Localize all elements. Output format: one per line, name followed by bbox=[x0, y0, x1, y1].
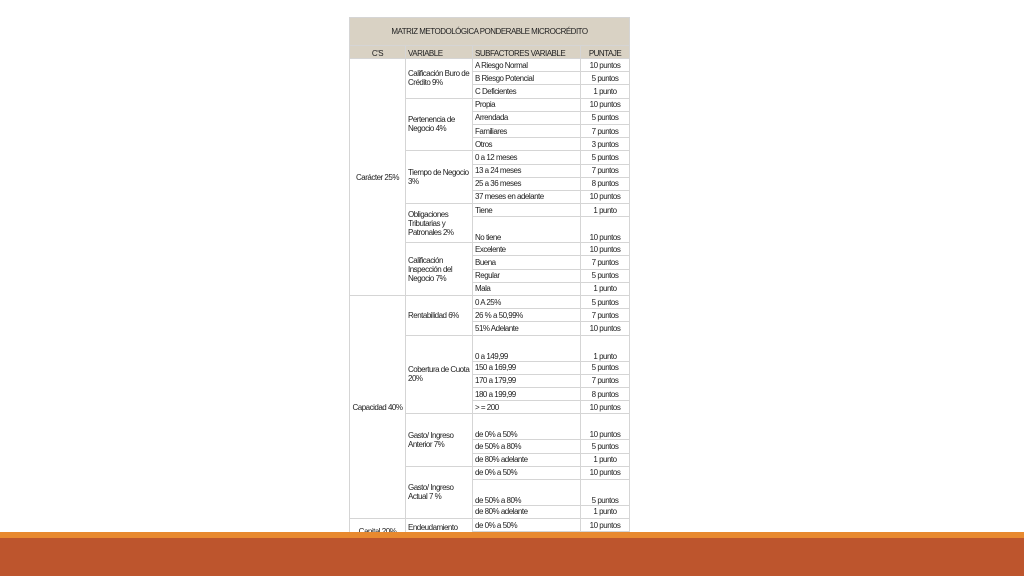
subfactor-cell: Buena bbox=[473, 256, 581, 269]
subfactor-cell: Otros bbox=[473, 138, 581, 151]
subfactor-cell: 0 A 25% bbox=[473, 296, 581, 309]
points-cell: 10 puntos bbox=[581, 59, 630, 72]
subfactor-cell: de 0% a 50% bbox=[473, 466, 581, 479]
points-cell: 5 puntos bbox=[581, 479, 630, 505]
category-cell: Carácter 25% bbox=[350, 59, 406, 296]
points-cell: 10 puntos bbox=[581, 322, 630, 335]
variable-cell: Obligaciones Tributarias y Patronales 2% bbox=[406, 204, 473, 243]
subfactor-cell: de 0% a 50% bbox=[473, 519, 581, 532]
subfactor-cell: A Riesgo Normal bbox=[473, 59, 581, 72]
variable-cell: Pertenencia de Negocio 4% bbox=[406, 98, 473, 151]
points-cell: 5 puntos bbox=[581, 361, 630, 374]
subfactor-cell: 0 a 12 meses bbox=[473, 151, 581, 164]
subfactor-cell: Mala bbox=[473, 282, 581, 295]
points-cell: 7 puntos bbox=[581, 309, 630, 322]
points-cell: 10 puntos bbox=[581, 414, 630, 440]
subfactor-cell: 37 meses en adelante bbox=[473, 190, 581, 203]
variable-cell: Endeudamiento bbox=[406, 519, 473, 545]
subfactor-cell: de 0% a 50% bbox=[473, 414, 581, 440]
subfactor-cell: 180 a 199,99 bbox=[473, 387, 581, 400]
points-cell: 10 puntos bbox=[581, 466, 630, 479]
subfactor-cell: 13 a 24 meses bbox=[473, 164, 581, 177]
points-cell: 1 punto bbox=[581, 505, 630, 518]
subfactor-cell: 26 % a 50,99% bbox=[473, 309, 581, 322]
points-cell: 7 puntos bbox=[581, 124, 630, 137]
points-cell: 5 puntos bbox=[581, 440, 630, 453]
table-row bbox=[350, 519, 630, 532]
table-row bbox=[350, 59, 630, 72]
points-cell: 10 puntos bbox=[581, 243, 630, 256]
matrix-body bbox=[350, 59, 630, 545]
points-cell: 7 puntos bbox=[581, 374, 630, 387]
points-cell: 7 puntos bbox=[581, 256, 630, 269]
points-cell: 10 puntos bbox=[581, 401, 630, 414]
subfactor-cell: de 50% a 80% bbox=[473, 440, 581, 453]
footer-band bbox=[0, 538, 1024, 576]
table-title: MATRIZ METODOLÓGICA PONDERABLE MICROCRÉDITO bbox=[350, 18, 630, 46]
variable-cell: Rentabilidad 6% bbox=[406, 296, 473, 336]
variable-cell: Calificación Inspección del Negocio 7% bbox=[406, 243, 473, 296]
points-cell: 10 puntos bbox=[581, 217, 630, 243]
subfactor-cell: de 80% adelante bbox=[473, 453, 581, 466]
variable-cell: Tiempo de Negocio 3% bbox=[406, 151, 473, 204]
subfactor-cell: 51% Adelante bbox=[473, 322, 581, 335]
header-variable: VARIABLE bbox=[406, 46, 473, 59]
subfactor-cell: Familiares bbox=[473, 124, 581, 137]
points-cell: 3 puntos bbox=[581, 138, 630, 151]
subfactor-cell: 170 a 179,99 bbox=[473, 374, 581, 387]
points-cell: 5 puntos bbox=[581, 111, 630, 124]
points-cell: 8 puntos bbox=[581, 177, 630, 190]
header-subfactores: SUBFACTORES VARIABLE bbox=[473, 46, 581, 59]
points-cell: 5 puntos bbox=[581, 269, 630, 282]
points-cell: 5 puntos bbox=[581, 151, 630, 164]
category-cell: Capacidad 40% bbox=[350, 296, 406, 519]
points-cell: 1 punto bbox=[581, 204, 630, 217]
subfactor-cell: de 50% a 80% bbox=[473, 479, 581, 505]
subfactor-cell: Excelente bbox=[473, 243, 581, 256]
subfactor-cell: Arrendada bbox=[473, 111, 581, 124]
methodology-matrix-table bbox=[349, 17, 630, 545]
header-cs: C'S bbox=[350, 46, 406, 59]
subfactor-cell: > = 200 bbox=[473, 401, 581, 414]
points-cell: 1 punto bbox=[581, 85, 630, 98]
points-cell: 7 puntos bbox=[581, 164, 630, 177]
subfactor-cell: 25 a 36 meses bbox=[473, 177, 581, 190]
points-cell: 10 puntos bbox=[581, 519, 630, 532]
points-cell: 10 puntos bbox=[581, 98, 630, 111]
variable-cell: Calificación Buro de Crédito 9% bbox=[406, 59, 473, 99]
points-cell: 1 punto bbox=[581, 282, 630, 295]
points-cell: 8 puntos bbox=[581, 387, 630, 400]
points-cell: 5 puntos bbox=[581, 296, 630, 309]
subfactor-cell: Regular bbox=[473, 269, 581, 282]
subfactor-cell: 150 a 169,99 bbox=[473, 361, 581, 374]
variable-cell: Cobertura de Cuota 20% bbox=[406, 335, 473, 414]
subfactor-cell: No tiene bbox=[473, 217, 581, 243]
subfactor-cell: Tiene bbox=[473, 204, 581, 217]
variable-cell: Gasto/ Ingreso Anterior 7% bbox=[406, 414, 473, 466]
subfactor-cell: B Riesgo Potencial bbox=[473, 72, 581, 85]
subfactor-cell: de 80% adelante bbox=[473, 505, 581, 518]
points-cell: 5 puntos bbox=[581, 72, 630, 85]
header-puntaje: PUNTAJE bbox=[581, 46, 630, 59]
subfactor-cell: C Deficientes bbox=[473, 85, 581, 98]
points-cell: 1 punto bbox=[581, 335, 630, 361]
subfactor-cell: 0 a 149,99 bbox=[473, 335, 581, 361]
subfactor-cell: Propia bbox=[473, 98, 581, 111]
points-cell: 10 puntos bbox=[581, 190, 630, 203]
points-cell: 1 punto bbox=[581, 453, 630, 466]
variable-cell: Gasto/ Ingreso Actual 7 % bbox=[406, 466, 473, 518]
table-row bbox=[350, 296, 630, 309]
